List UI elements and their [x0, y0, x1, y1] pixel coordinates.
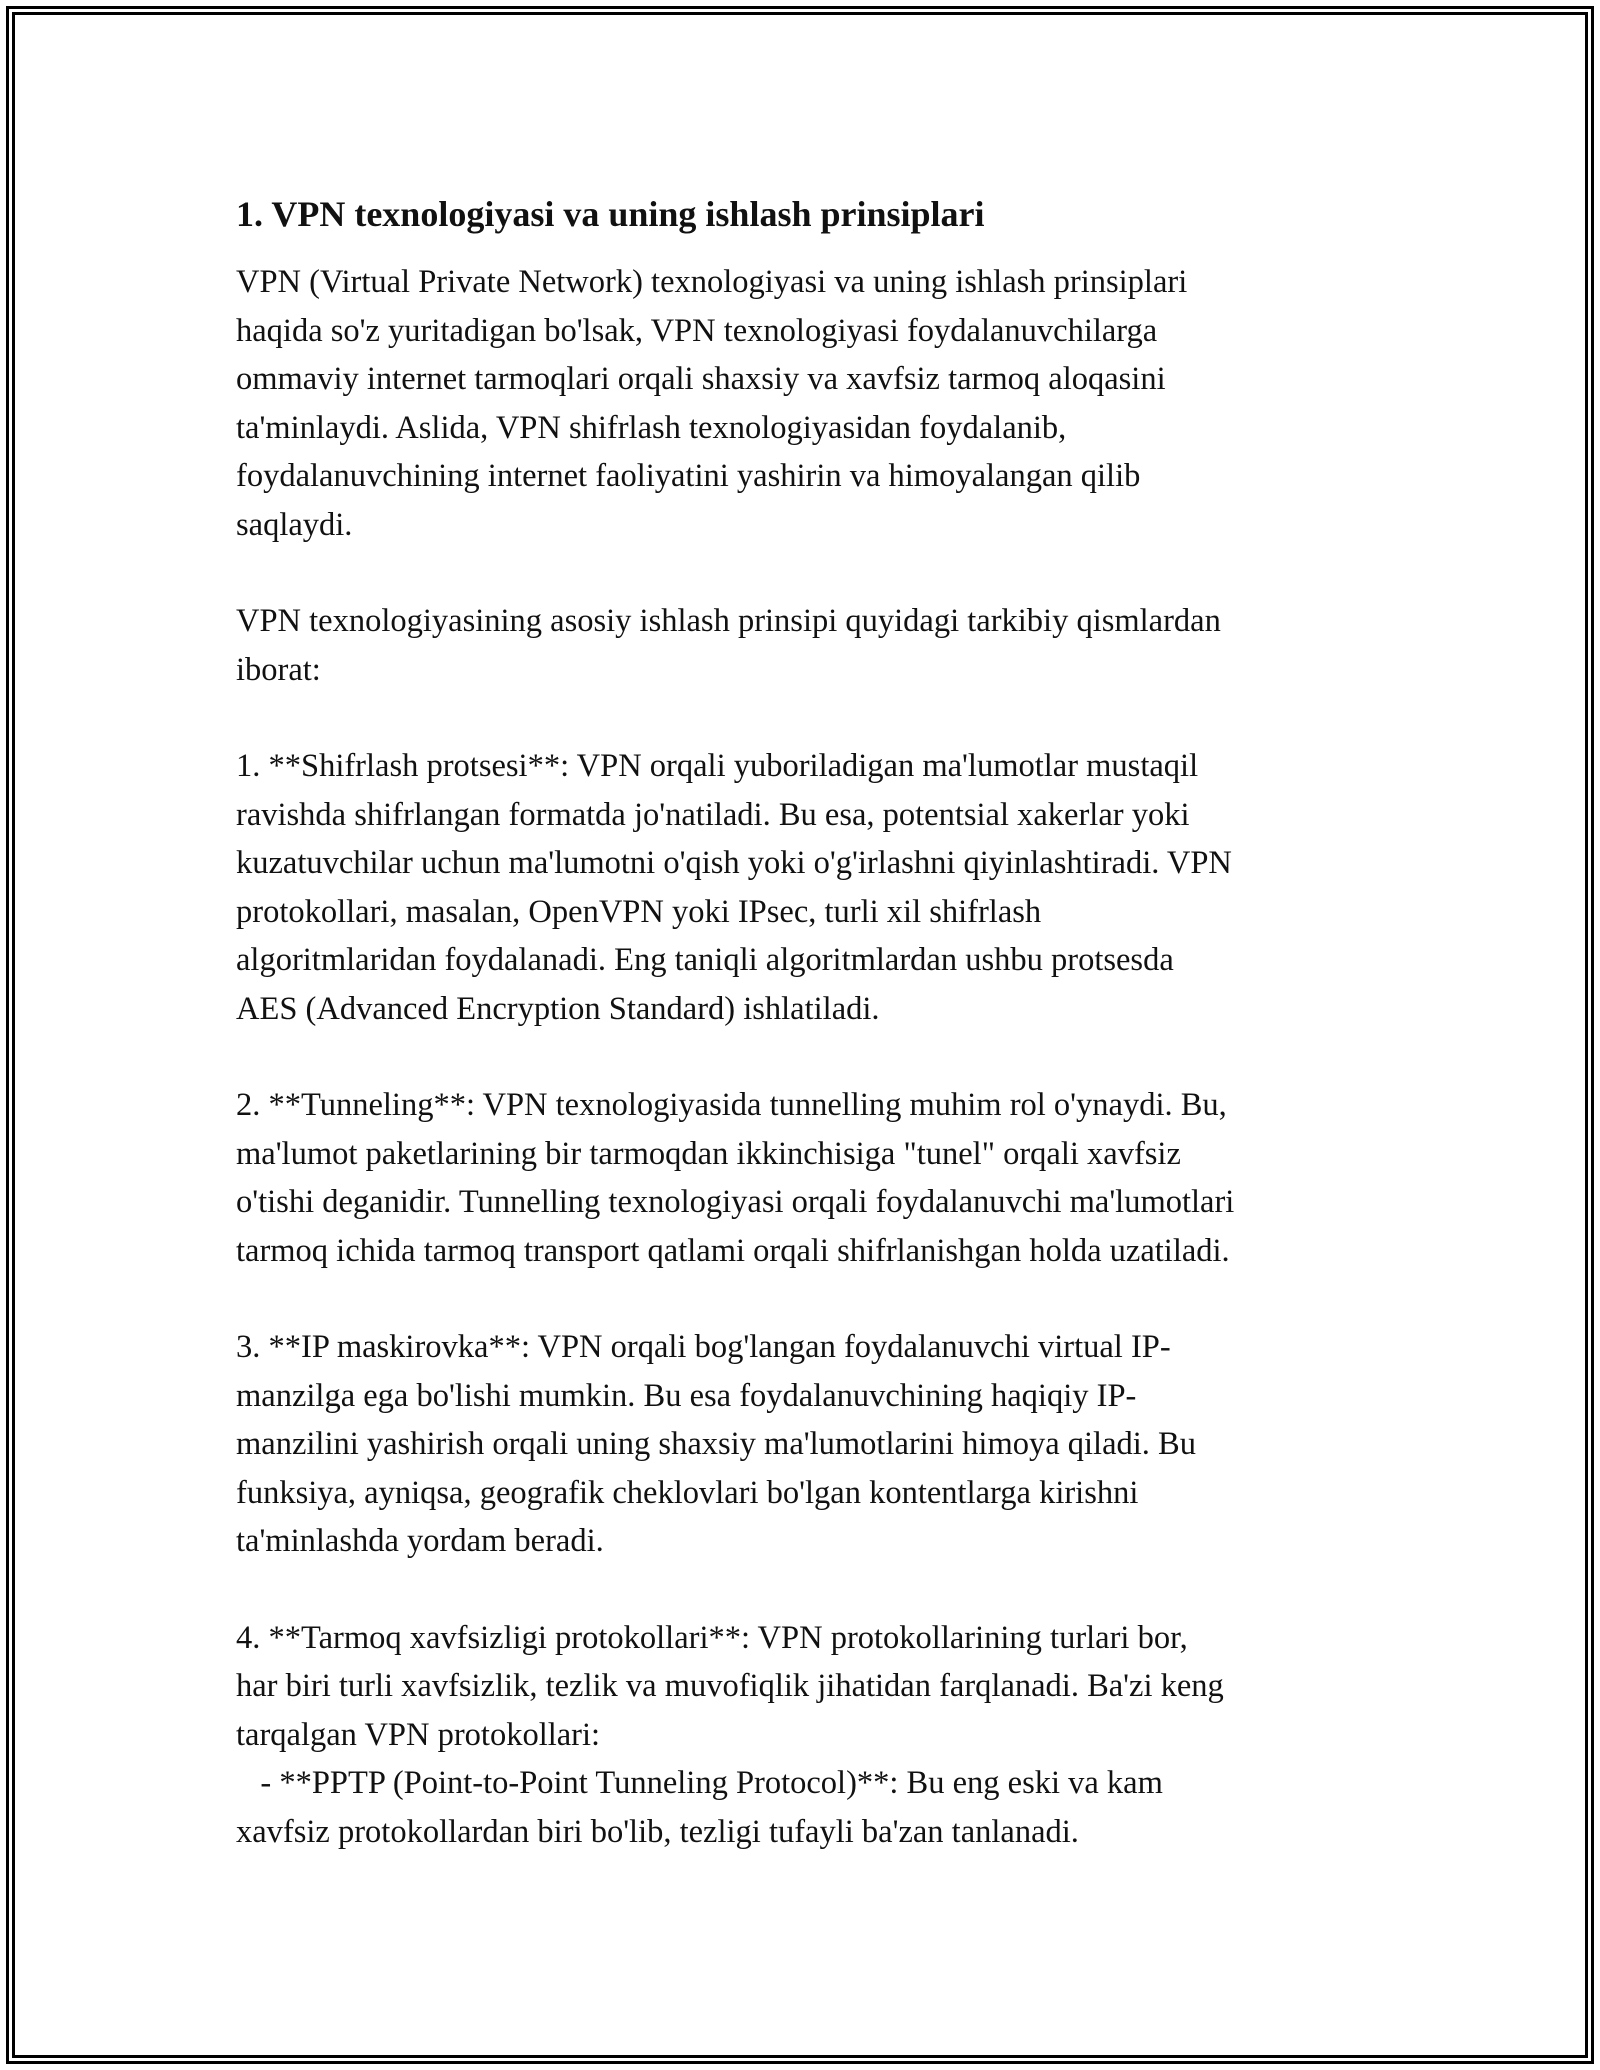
paragraph-intro: VPN (Virtual Private Network) texnologiyasi va uning ishlash prinsiplari haqida so'z yuritadigan bo'lsak, VPN texnologiyasi foydalanuvchilarga ommaviy internet tarmoqlari orqali shaxsiy va xavfsiz tarmoq aloqasini ta'minlaydi. Aslida, VPN shifrlash texnologiyasidan foydalanib, foydalanuvchining internet faoliyatini yashirin va himoyalangan qilib saqlaydi. — [236, 264, 1188, 543]
list-item-protocols: 4. **Tarmoq xavfsizligi protokollari**: VPN protokollarining turlari bor, har biri turli xavfsizlik, tezlik va muvofiqlik jihatidan farqlanadi. Ba'zi keng tarqalgan VPN protokollari: - **PPTP (Point-to-Point Tunneling Protocol)**: Bu eng eski va kam xavfsiz protokollardan biri bo'lib, tezligi tufayli ba'zan tanlanadi. — [236, 1619, 1224, 1850]
list-item-encryption: 1. **Shifrlash protsesi**: VPN orqali yuboriladigan ma'lumotlar mustaqil ravishda shifrlangan formatda jo'natiladi. Bu esa, potentsial xakerlar yoki kuzatuvchilar uchun ma'lumotni o'qish yoki o'g'irlashni qiyinlashtiradi. VPN protokollari, masalan, OpenVPN yoki IPsec, turli xil shifrlash algoritmlaridan foydalanadi. Eng taniqli algoritmlardan ushbu protsesda AES (Advanced Encryption Standard) ishlatiladi. — [236, 748, 1232, 1027]
section-heading: 1. VPN texnologiyasi va uning ishlash prinsiplari — [236, 194, 985, 234]
document-body — [236, 190, 1376, 1856]
list-item-ip-masking: 3. **IP maskirovka**: VPN orqali bog'langan foydalanuvchi virtual IP- manzilga ega bo'lishi mumkin. Bu esa foydalanuvchining haqiqiy IP- manzilini yashirish orqali uning shaxsiy ma'lumotlarini himoya qiladi. Bu funksiya, ayniqsa, geografik cheklovlari bo'lgan kontentlarga kirishni ta'minlashda yordam beradi. — [236, 1329, 1196, 1559]
paragraph-principles-intro: VPN texnologiyasining asosiy ishlash prinsipi quyidagi tarkibiy qismlardan iborat: — [236, 603, 1221, 688]
list-item-tunneling: 2. **Tunneling**: VPN texnologiyasida tunnelling muhim rol o'ynaydi. Bu, ma'lumot paketlarining bir tarmoqdan ikkinchisiga "tunel" orqali xavfsiz o'tishi deganidir. Tunnelling texnologiyasi orqali foydalanuvchi ma'lumotlari tarmoq ichida tarmoq transport qatlami orqali shifrlanishgan holda uzatiladi. — [236, 1087, 1235, 1269]
